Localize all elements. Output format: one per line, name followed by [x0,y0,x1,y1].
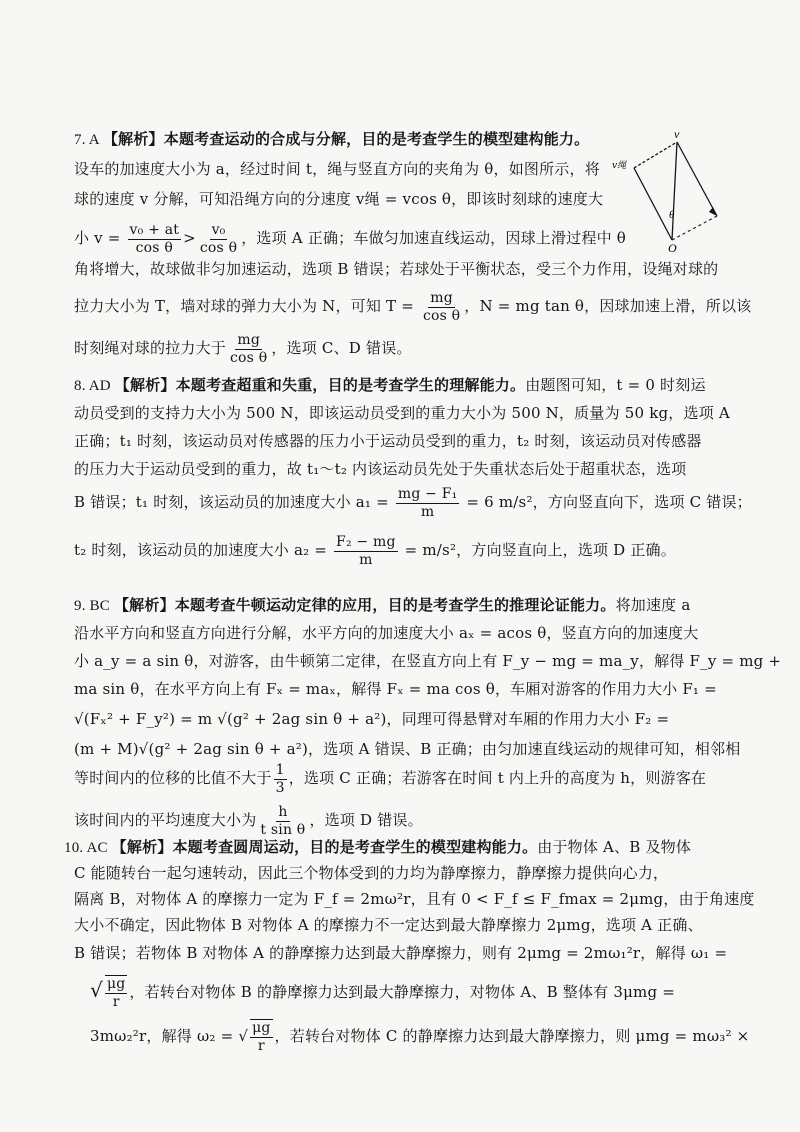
q8-text: = [399,541,423,559]
numerator: μg [252,1020,271,1036]
label-v: v [674,128,680,141]
q9-line-1 [74,594,691,616]
q8-text: m/s²，方向竖直向上，选项 D 正确。 [422,541,676,559]
denominator: cos θ [199,239,238,256]
fraction [228,332,269,367]
fraction [128,222,182,257]
label-theta: θ [669,209,675,221]
denominator: r [112,994,120,1010]
q9-line-2: 沿水平方向和竖直方向进行分解，水平方向的加速度大小 aₓ = acos θ，竖直方向的加速度大 [74,624,699,642]
fraction [334,534,398,569]
q8-line-6 [74,532,676,568]
denominator: r [257,1038,265,1054]
q7-answer: 7. A [74,132,103,148]
q9-line-5: √(Fₓ² + F_y²) = m √(g² + 2ag sin θ + a²)，同理可得悬臂对车厢的作用力大小 F₂ = [74,710,670,728]
rope-line [672,142,677,240]
q8-analysis-tag: 【解析】本题考查超重和失重，目的是考查学生的理解能力。 [114,376,526,394]
q9-text: 将加速度 a [615,596,691,614]
denominator: cos θ [135,239,173,256]
numerator: mg [237,331,260,348]
denominator: m [359,551,373,568]
q8-line-2: 动员受到的支持力大小为 500 N，即该运动员受到的重力大小为 500 N，质量为 50 kg，选项 A [74,404,730,422]
q9-text: ，选项 D 错误。 [309,811,423,829]
q10-line-1 [64,836,691,858]
q9-line-8 [74,802,423,838]
denominator: cos θ [422,307,461,324]
q7-line-5: 角将增大，故球做非匀加速运动，选项 B 错误；若球处于平衡状态，受三个力作用，设绳对球的 [74,260,719,278]
q9-analysis-tag: 【解析】本题考查牛顿运动定律的应用，目的是考查学生的推理论证能力。 [113,596,616,614]
arrow-head [709,207,717,216]
q8-line-5 [74,484,752,520]
q10-line-4: 大小不确定，因此物体 B 对物体 A 的摩擦力不一定达到最大静摩擦力 2μmg，选项 A 正确、 [74,916,703,934]
denominator: cos θ [230,349,268,366]
q9-line-7 [74,760,706,796]
q7-text: 拉力大小为 T，墙对球的弹力大小为 N，可知 T = [74,297,419,315]
perp-component [634,168,672,240]
q9-text: ，选项 C 正确；若游客在时间 t 内上升的高度为 h，则游客在 [288,769,707,787]
velocity-v-line [677,142,717,216]
q9-line-4: ma sin θ，在水平方向上有 Fₓ = maₓ，解得 Fₓ = ma cos θ，车厢对游客的作用力大小 F₁ = [74,680,717,698]
q10-text: ，若转台对物体 C 的静摩擦力达到最大静摩擦力，则 μmg = mω₃² × [274,1027,750,1045]
fraction [421,290,462,325]
q8-line-3: 正确；t₁ 时刻，该运动员对传感器的压力小于运动员受到的重力，t₂ 时刻，该运动员对传感器 [74,432,702,450]
fraction [274,762,287,797]
q10-line-5: B 错误；若物体 B 对物体 A 的静摩擦力达到最大静摩擦力，则有 2μmg = 2mω₁²r，解得 ω₁ = [74,944,728,962]
fraction [258,804,307,839]
q7-line-2: 设车的加速度大小为 a，经过时间 t，绳与竖直方向的夹角为 θ，如图所示，将 [74,160,600,178]
q7-analysis-tag: 【解析】本题考查运动的合成与分解，目的是考查学生的模型建构能力。 [102,130,590,148]
q7-line-6 [74,288,751,324]
q9-text: 等时间内的位移的比值不大于 [74,769,272,787]
q10-line-3: 隔离 B，对物体 A 的摩擦力一定为 F_f = 2mω²r，且有 0 < F_f ≤ F_fmax = 2μmg，由于角速度 [74,890,755,908]
q7-line-3: 球的速度 v 分解，可知沿绳方向的分速度 v绳 = vcos θ，即该时刻球的速度大 [74,190,604,208]
q10-analysis-tag: 【解析】本题考查圆周运动，目的是考查学生的模型建构能力。 [111,838,538,856]
q7-text: ，选项 C、D 错误。 [271,339,412,357]
numerator: mg [430,289,453,306]
q10-text: 3mω₂²r，解得 ω₂ = √ [90,1027,249,1045]
q9-line-3: 小 a_y = a sin θ，对游客，由牛顿第二定律，在竖直方向上有 F_y − mg = ma_y，解得 F_y = mg + [74,652,782,670]
q7-text: ，N = mg tan θ，因球加速上滑，所以该 [464,297,752,315]
q7-line-7 [74,330,412,366]
fraction [105,975,127,1011]
q10-answer: 10. AC [64,840,112,856]
denominator: 3 [275,779,285,796]
q7-text: 时刻绳对球的拉力大于 [74,339,227,357]
q8-line-1 [74,374,706,396]
velocity-rope-component [634,142,677,168]
q10-text: 由于物体 A、B 及物体 [537,838,692,856]
q9-line-6: (m + M)√(g² + 2ag sin θ + a²)，选项 A 错误、B 正确；由匀加速直线运动的规律可知，相邻相 [74,740,741,758]
numerator: μg [106,976,126,992]
numerator: 1 [275,761,285,778]
q9-text: 该时间内的平均速度大小为 [74,811,257,829]
numerator: v₀ [211,221,226,238]
q8-answer: 8. AD [74,378,115,394]
q10-line-6 [90,972,675,1008]
sqrt-sign: √ [90,978,103,1002]
q8-text: t₂ 时刻，该运动员的加速度大小 a₂ = [74,541,333,559]
dashed-parallel [672,216,717,240]
q9-answer: 9. BC [74,598,114,614]
q7-line-1 [74,128,589,150]
numerator: h [278,803,288,820]
numerator: v₀ + at [129,221,180,238]
q10-text: ，若转台对物体 B 的静摩擦力达到最大静摩擦力，对物体 A、B 整体有 3μmg = [129,983,675,1001]
numerator: F₂ − mg [336,533,396,550]
denominator: m [420,503,435,520]
label-v-rope: v绳 [612,161,627,171]
denominator: t sin θ [260,821,306,838]
q8-line-4: 的压力大于运动员受到的重力，故 t₁～t₂ 内该运动员先处于失重状态后处于超重状态，选项 [74,460,687,478]
q8-text: 由题图可知，t = 0 时刻运 [525,376,706,394]
label-o: O [668,241,677,253]
fraction [250,1019,272,1055]
q10-line-2: C 能随转台一起匀速转动，因此三个物体受到的力均为静摩擦力，静摩擦力提供向心力， [74,864,669,882]
fraction [396,486,460,521]
q7-line-4 [74,220,626,256]
numerator: mg − F₁ [397,485,458,502]
q8-text: B 错误；t₁ 时刻，该运动员的加速度大小 a₁ = [74,493,394,511]
velocity-decomposition-figure [612,128,727,253]
q10-line-7 [90,1018,749,1054]
gt-sign: > [183,229,196,247]
q7-text: ，选项 A 正确；车做匀加速直线运动，因球上滑过程中 θ [241,229,626,247]
q7-text: 小 v = [74,229,126,247]
fraction [198,222,239,257]
q8-text: = 6 m/s²，方向竖直向下，选项 C 错误； [461,493,752,511]
